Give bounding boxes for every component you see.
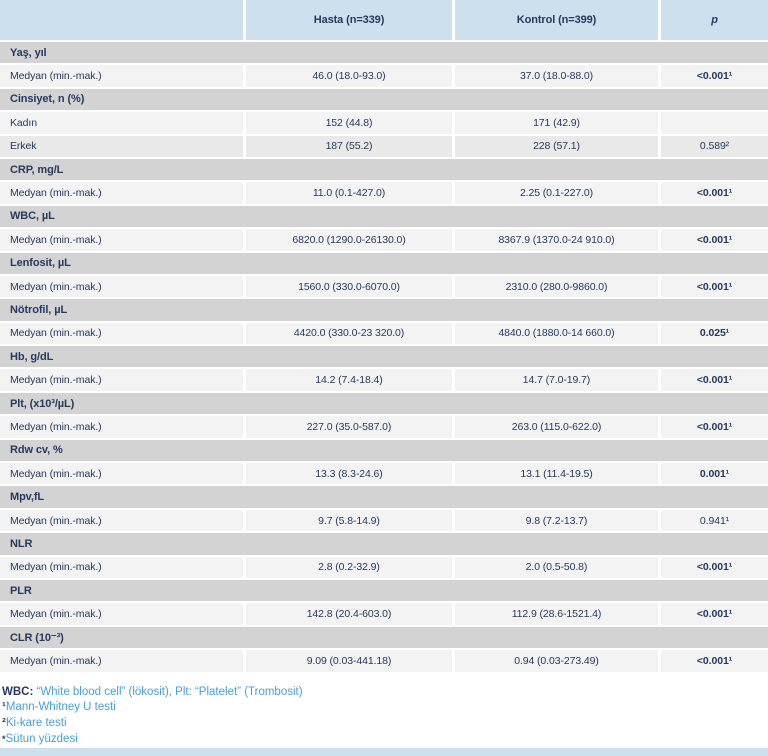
hasta-value: 14.2 (7.4-18.4) xyxy=(246,369,452,390)
section-row: NLR xyxy=(0,533,768,554)
section-row: Plt, (x10³/µL) xyxy=(0,393,768,414)
p-value: <0.001¹ xyxy=(661,229,768,250)
data-row xyxy=(0,369,768,390)
bottom-accent-bar xyxy=(0,748,768,756)
kontrol-value: 0.94 (0.03-273.49) xyxy=(455,650,658,671)
row-label: Medyan (min.-mak.) xyxy=(0,276,243,297)
data-row xyxy=(0,603,768,624)
p-value: <0.001¹ xyxy=(661,650,768,671)
hasta-value: 227.0 (35.0-587.0) xyxy=(246,416,452,437)
kontrol-value: 2310.0 (280.0-9860.0) xyxy=(455,276,658,297)
header-p-cell: p xyxy=(661,0,768,40)
footnote-line xyxy=(2,700,768,716)
section-row: CRP, mg/L xyxy=(0,159,768,180)
row-label: Medyan (min.-mak.) xyxy=(0,65,243,86)
data-row xyxy=(0,229,768,250)
data-row xyxy=(0,510,768,531)
header-hasta-cell: Hasta (n=339) xyxy=(246,0,452,40)
p-value: 0.001¹ xyxy=(661,463,768,484)
p-value: <0.001¹ xyxy=(661,557,768,578)
kontrol-value: 263.0 (115.0-622.0) xyxy=(455,416,658,437)
row-label: Medyan (min.-mak.) xyxy=(0,323,243,344)
section-row: Yaş, yıl xyxy=(0,42,768,63)
hasta-value: 9.09 (0.03-441.18) xyxy=(246,650,452,671)
kontrol-value: 2.0 (0.5-50.8) xyxy=(455,557,658,578)
p-value: 0.941¹ xyxy=(661,510,768,531)
data-row xyxy=(0,276,768,297)
data-row xyxy=(0,416,768,437)
row-label: Medyan (min.-mak.) xyxy=(0,463,243,484)
p-value: <0.001¹ xyxy=(661,276,768,297)
p-value: 0.025¹ xyxy=(661,323,768,344)
p-value: <0.001¹ xyxy=(661,603,768,624)
section-row: CLR (10⁻³) xyxy=(0,627,768,648)
footnote-marker: ¹ xyxy=(2,701,6,714)
data-row xyxy=(0,323,768,344)
footnote-marker: * xyxy=(2,733,6,744)
p-value: <0.001¹ xyxy=(661,65,768,86)
table-header-row xyxy=(0,0,768,40)
p-value: <0.001¹ xyxy=(661,182,768,203)
section-row: Rdw cv, % xyxy=(0,440,768,461)
footnote-text: Sütun yüzdesi xyxy=(5,732,78,745)
row-label: Medyan (min.-mak.) xyxy=(0,416,243,437)
footnote-text: “White blood cell” (lökosit), Plt: “Platelet” (Trombosit) xyxy=(33,685,303,698)
header-kontrol-cell: Kontrol (n=399) xyxy=(455,0,658,40)
header-empty-cell xyxy=(0,0,243,40)
hasta-value: 9.7 (5.8-14.9) xyxy=(246,510,452,531)
row-label: Erkek xyxy=(0,136,243,157)
data-row xyxy=(0,463,768,484)
data-row xyxy=(0,182,768,203)
kontrol-value: 37.0 (18.0-88.0) xyxy=(455,65,658,86)
data-row xyxy=(0,557,768,578)
row-label: Medyan (min.-mak.) xyxy=(0,650,243,671)
kontrol-value: 2.25 (0.1-227.0) xyxy=(455,182,658,203)
section-row: Cinsiyet, n (%) xyxy=(0,89,768,110)
hasta-value: 2.8 (0.2-32.9) xyxy=(246,557,452,578)
data-row xyxy=(0,112,768,133)
hasta-value: 187 (55.2) xyxy=(246,136,452,157)
data-row xyxy=(0,136,768,157)
row-label: Medyan (min.-mak.) xyxy=(0,369,243,390)
section-row: Nötrofil, µL xyxy=(0,299,768,320)
hasta-value: 13.3 (8.3-24.6) xyxy=(246,463,452,484)
kontrol-value: 8367.9 (1370.0-24 910.0) xyxy=(455,229,658,250)
row-label: Kadın xyxy=(0,112,243,133)
section-row: WBC, µL xyxy=(0,206,768,227)
kontrol-value: 13.1 (11.4-19.5) xyxy=(455,463,658,484)
footnote-marker: ² xyxy=(2,717,6,730)
footnote-text: Mann-Whitney U testi xyxy=(5,701,116,714)
footnote-text: Ki-kare testi xyxy=(5,717,67,730)
row-label: Medyan (min.-mak.) xyxy=(0,510,243,531)
section-row: Mpv,fL xyxy=(0,486,768,507)
footnote-line xyxy=(2,685,768,701)
kontrol-value: 171 (42.9) xyxy=(455,112,658,133)
kontrol-value: 4840.0 (1880.0-14 660.0) xyxy=(455,323,658,344)
kontrol-value: 112.9 (28.6-1521.4) xyxy=(455,603,658,624)
row-label: Medyan (min.-mak.) xyxy=(0,603,243,624)
row-label: Medyan (min.-mak.) xyxy=(0,557,243,578)
kontrol-value: 228 (57.1) xyxy=(455,136,658,157)
hasta-value: 6820.0 (1290.0-26130.0) xyxy=(246,229,452,250)
hasta-value: 11.0 (0.1-427.0) xyxy=(246,182,452,203)
p-value: 0.589² xyxy=(661,136,768,157)
row-label: Medyan (min.-mak.) xyxy=(0,182,243,203)
section-row: PLR xyxy=(0,580,768,601)
hasta-value: 142.8 (20.4-603.0) xyxy=(246,603,452,624)
hasta-value: 152 (44.8) xyxy=(246,112,452,133)
footnotes-block xyxy=(0,674,768,748)
section-row: Hb, g/dL xyxy=(0,346,768,367)
p-value: <0.001¹ xyxy=(661,369,768,390)
table-body xyxy=(0,42,768,672)
hasta-value: 1560.0 (330.0-6070.0) xyxy=(246,276,452,297)
kontrol-value: 14.7 (7.0-19.7) xyxy=(455,369,658,390)
footnote-line xyxy=(2,716,768,732)
section-row: Lenfosit, µL xyxy=(0,253,768,274)
data-row xyxy=(0,650,768,671)
hasta-value: 46.0 (18.0-93.0) xyxy=(246,65,452,86)
p-value: <0.001¹ xyxy=(661,416,768,437)
hasta-value: 4420.0 (330.0-23 320.0) xyxy=(246,323,452,344)
kontrol-value: 9.8 (7.2-13.7) xyxy=(455,510,658,531)
footnote-line xyxy=(2,732,768,748)
data-row xyxy=(0,65,768,86)
row-label: Medyan (min.-mak.) xyxy=(0,229,243,250)
footnote-marker: WBC: xyxy=(2,685,34,698)
p-value xyxy=(661,112,768,133)
